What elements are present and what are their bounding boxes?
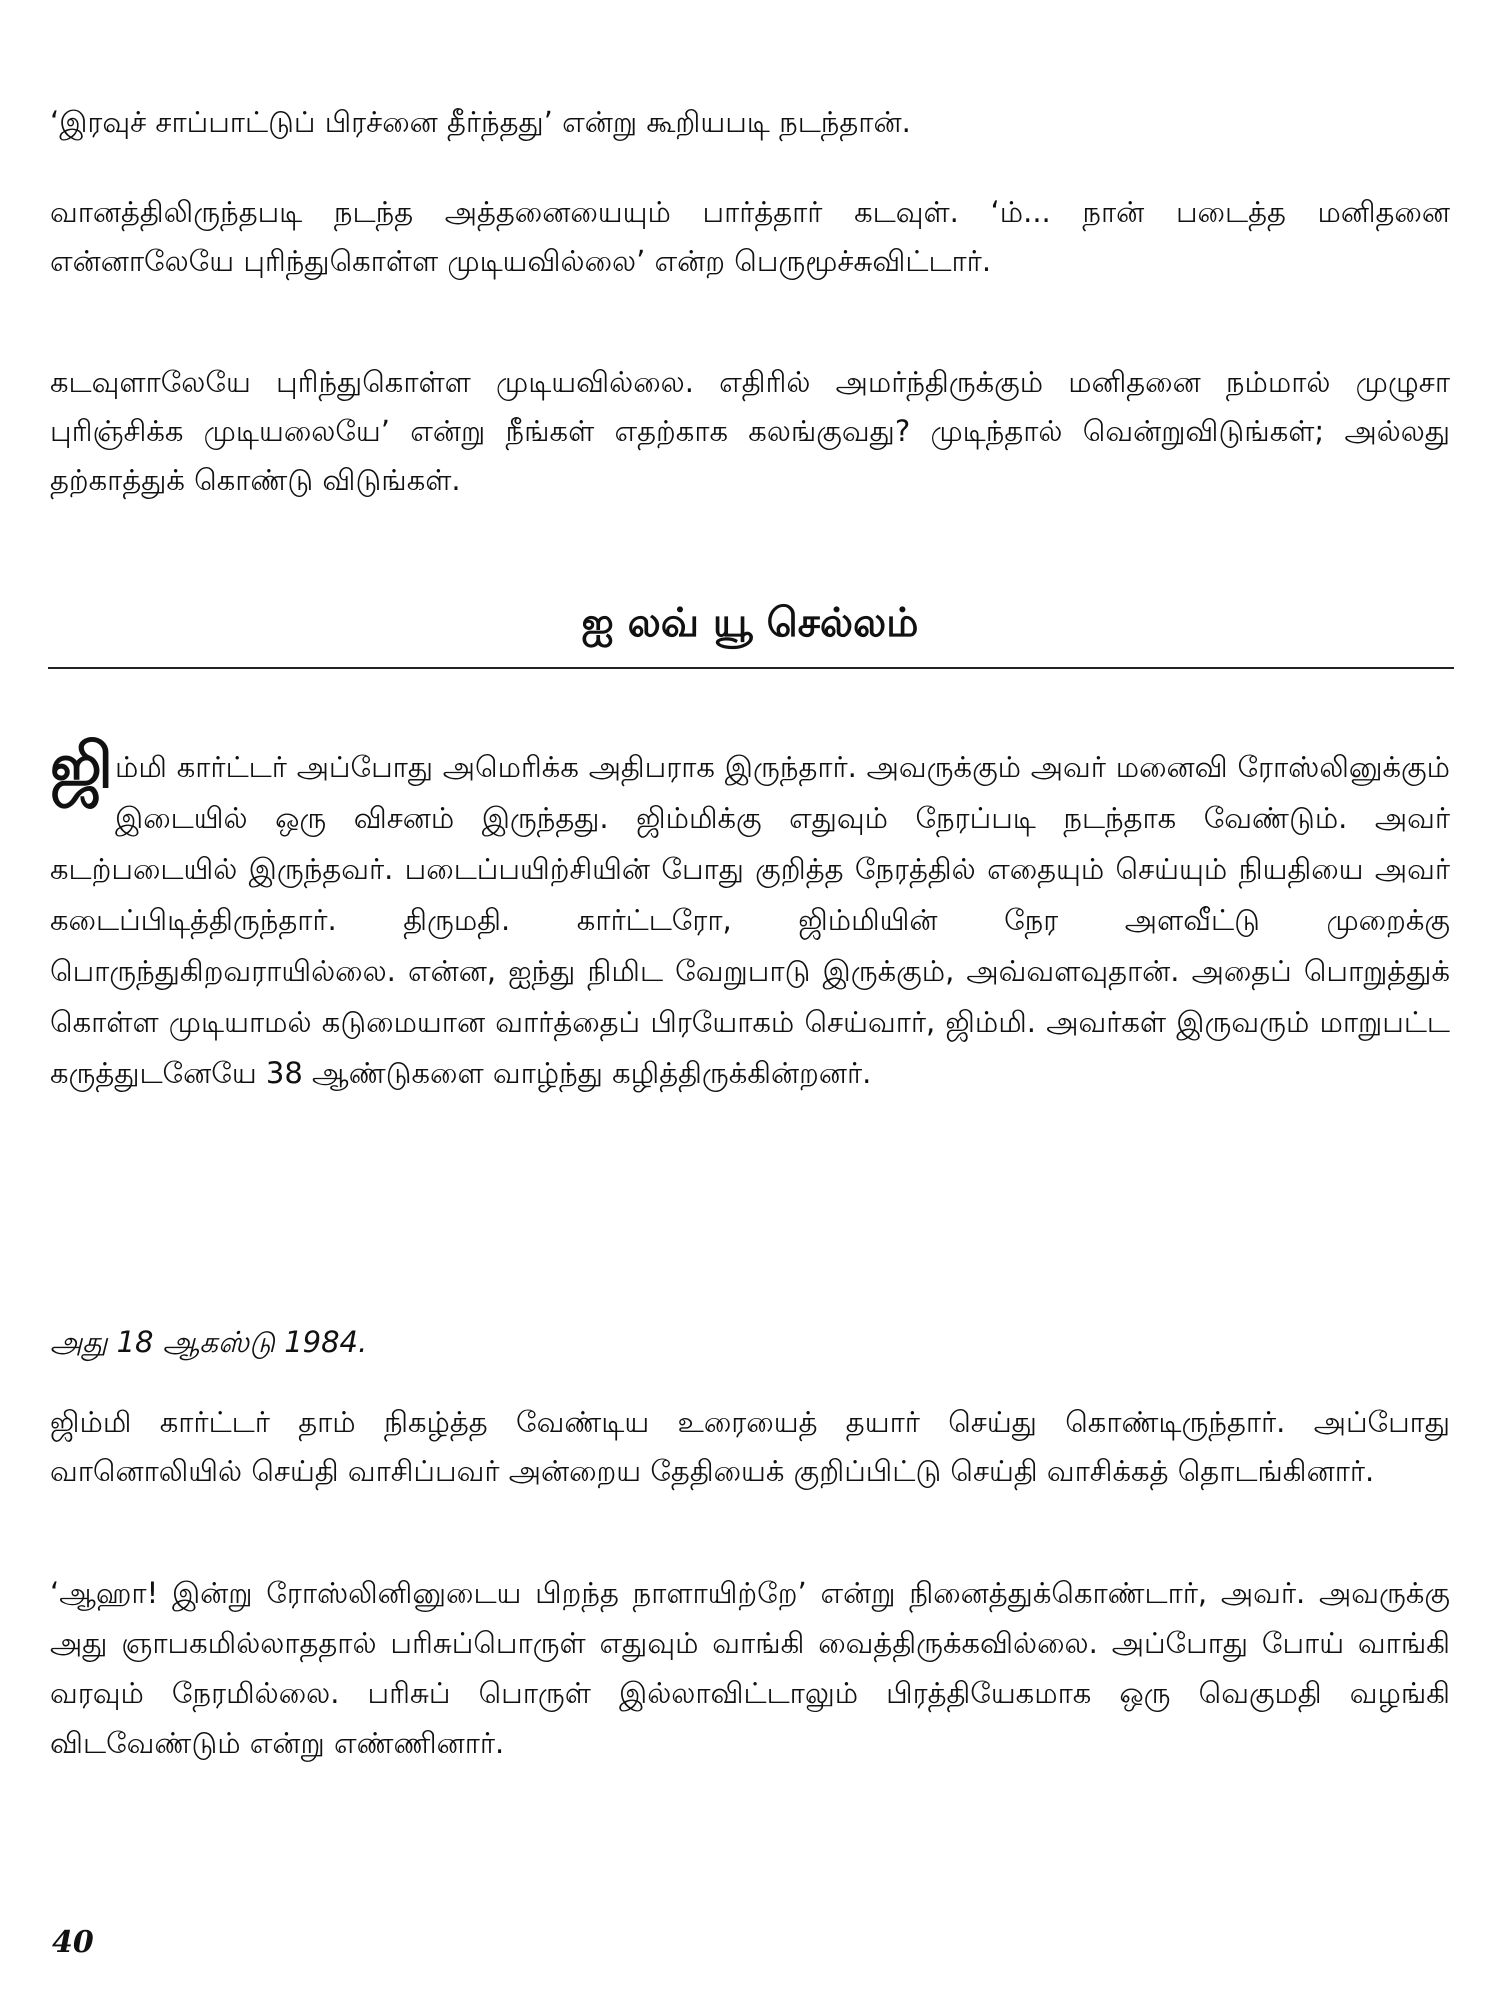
section-paragraph-4: ‘ஆஹா! இன்று ரோஸ்லினினுடைய பிறந்த நாளாயிற்றே’ என்று நினைத்துக்கொண்டார், அவர். அவருக்கு அது ஞாபகமில்லாததால் பரிசுப்பொருள் எதுவும் வாங்கி வைத்திருக்கவில்லை. அப்போது போய் வாங்கி வரவும் நேரமில்லை. பரிசுப் பொருள் இல்லாவிட்டாலும் பிரத்தியேகமாக ஒரு வெகுமதி வழங்கி விடவேண்டும் என்று எண்ணினார். (50, 1576, 1450, 1760)
section-first-paragraph (50, 729, 1450, 1099)
date-line: அது 18 ஆகஸ்டு 1984. (50, 1325, 368, 1359)
drop-cap: ஜி (50, 729, 114, 802)
first-paragraph-text: ம்மி கார்ட்டர் அப்போது அமெரிக்க அதிபராக இருந்தார். அவருக்கும் அவர் மனைவி ரோஸ்லினுக்கும் இடையில் ஒரு விசனம் இருந்தது. ஜிம்மிக்கு எதுவும் நேரப்படி நடந்தாக வேண்டும். அவர் கடற்படையில் இருந்தவர். படைப்பயிற்சியின் போது குறித்த நேரத்தில் எதையும் செய்யும் நியதியை அவர் கடைப்பிடித்திருந்தார். திருமதி. கார்ட்டரோ, ஜிம்மியின் நேர அளவீட்டு முறைக்கு பொருந்துகிறவராயில்லை. என்ன, ஐந்து நிமிட வேறுபாடு இருக்கும், அவ்வளவுதான். அதைப் பொறுத்துக் கொள்ள முடியாமல் கடுமையான வார்த்தைப் பிரயோகம் செய்வார், ஜிம்மி. அவர்கள் இருவரும் மாறுபட்ட கருத்துடனேயே 38 ஆண்டுகளை வாழ்ந்து கழித்திருக்கின்றனர். (50, 750, 1450, 1090)
section-title: ஐ லவ் யூ செல்லம் (581, 600, 919, 646)
paragraph-2: வானத்திலிருந்தபடி நடந்த அத்தனையையும் பார்த்தார் கடவுள். ‘ம்... நான் படைத்த மனிதனை என்னாலேயே புரிந்துகொள்ள முடியவில்லை’ என்ற பெருமூச்சுவிட்டார். (50, 195, 1450, 278)
page-number: 40 (52, 1925, 94, 1960)
section-divider (48, 667, 1454, 669)
paragraph-3: கடவுளாலேயே புரிந்துகொள்ள முடியவில்லை. எதிரில் அமர்ந்திருக்கும் மனிதனை நம்மால் முழுசா புரிஞ்சிக்க முடியலையே’ என்று நீங்கள் எதற்காக கலங்குவது? முடிந்தால் வென்றுவிடுங்கள்; அல்லது தற்காத்துக் கொண்டு விடுங்கள். (50, 365, 1450, 497)
section-paragraph-3: ஜிம்மி கார்ட்டர் தாம் நிகழ்த்த வேண்டிய உரையைத் தயார் செய்து கொண்டிருந்தார். அப்போது வானொலியில் செய்தி வாசிப்பவர் அன்றைய தேதியைக் குறிப்பிட்டு செய்தி வாசிக்கத் தொடங்கினார். (50, 1405, 1450, 1488)
paragraph-1: ‘இரவுச் சாப்பாட்டுப் பிரச்னை தீர்ந்தது’ என்று கூறியபடி நடந்தான். (50, 105, 911, 139)
